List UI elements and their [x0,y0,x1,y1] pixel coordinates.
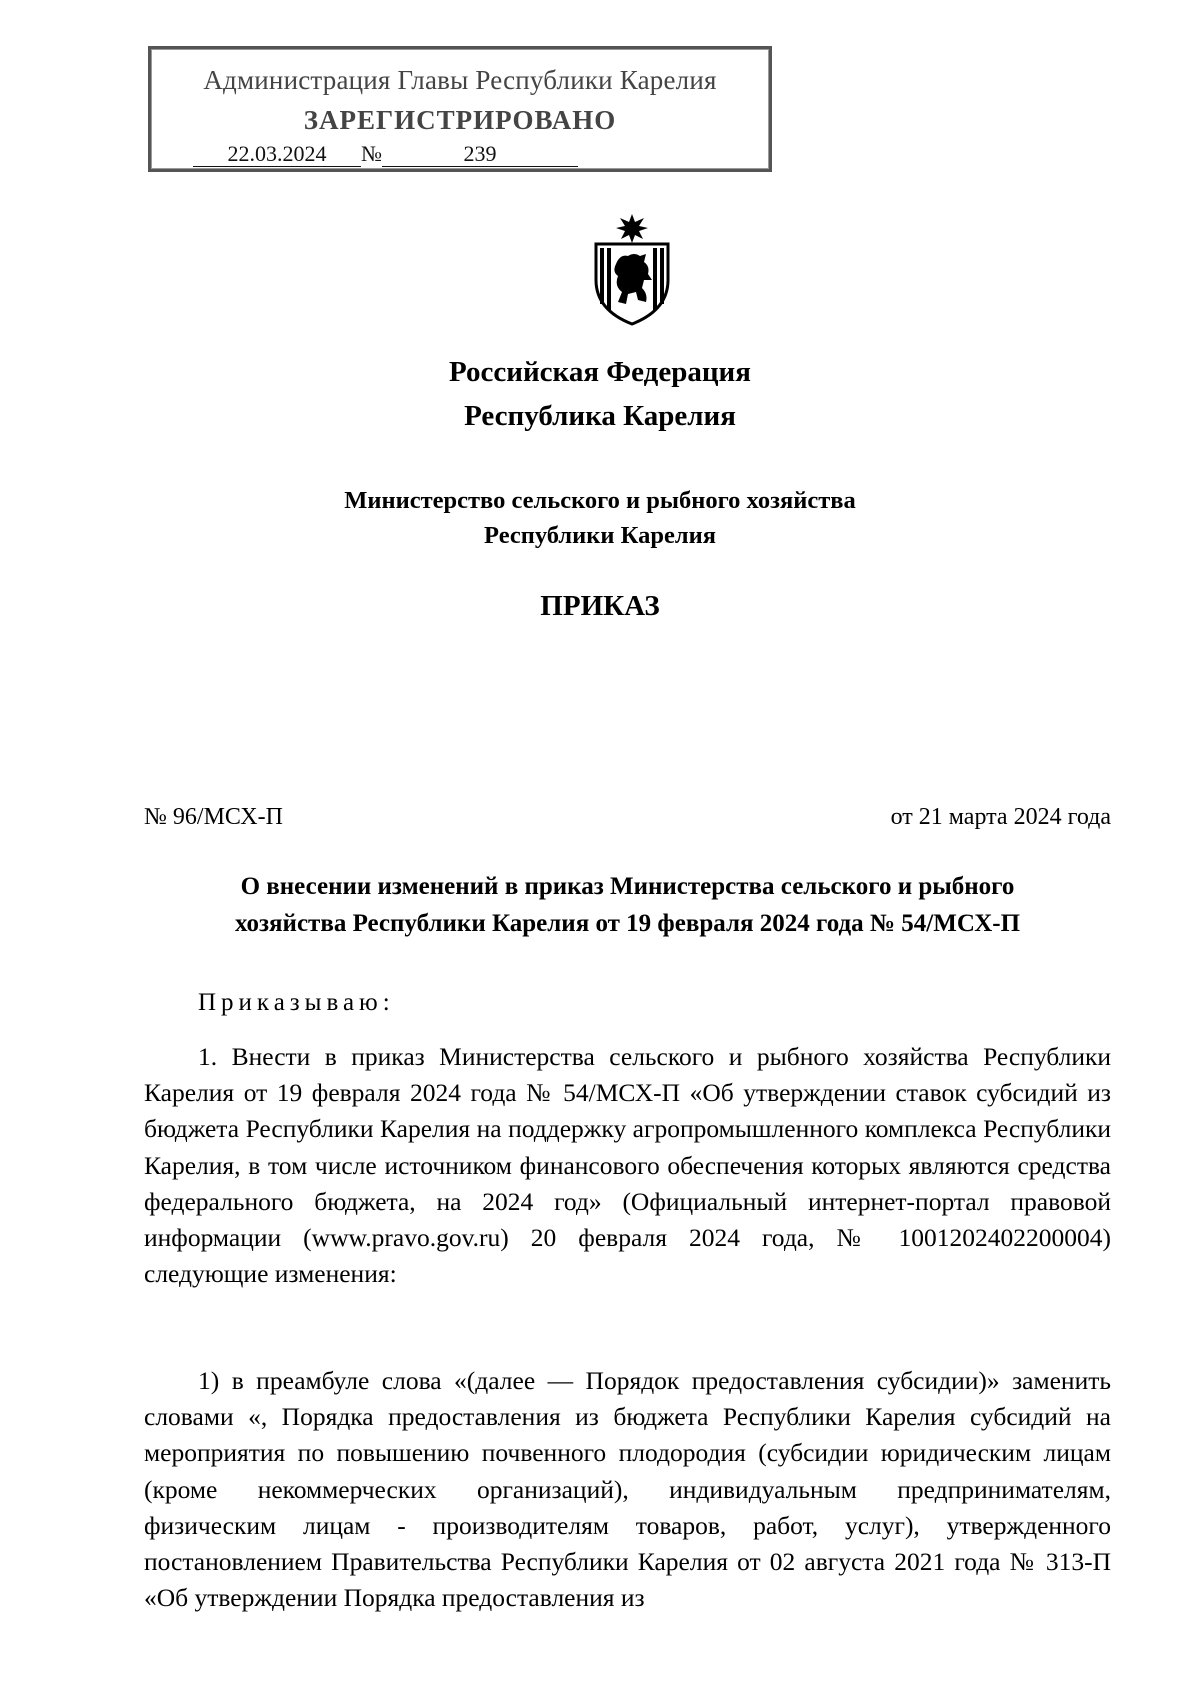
header-country: Российская Федерация [449,356,751,388]
stamp-number-sign: № [361,141,382,166]
header-republic: Республика Карелия [464,400,736,432]
document-number: № 96/МСХ-П [144,804,283,830]
stamp-registration-line [193,141,578,167]
header-ministry-line2: Республики Карелия [484,522,716,549]
header-ministry-line1: Министерство сельского и рыбного хозяйства [344,487,856,514]
registration-stamp [148,46,772,172]
document-type: ПРИКАЗ [540,590,660,622]
subject-line2: хозяйства Республики Карелия от 19 февраля 2024 года № 54/МСХ-П [234,910,1021,937]
paragraph-1: 1. Внести в приказ Министерства сельского и рыбного хозяйства Республики Карелия от 19 февраля 2024 года № 54/МСХ-П «Об утверждении ставок субсидий из бюджета Республики Карелия на поддержку агропромышленного комплекса Республики Карелия, в том числе источником финансового обеспечения которых являются средства федерального бюджета, на 2024 год» (Официальный интернет-портал правовой информации (www.pravo.gov.ru) 20 февраля 2024 года, № 1001202402200004) следующие изменения: [144,1042,1111,1289]
paragraph-2: 1) в преамбуле слова «(далее — Порядок предоставления субсидии)» заменить словами «, Порядка предоставления из бюджета Республики Карелия субсидий на мероприятия по повышению почвенного плодородия (субсидии юридическим лицам (кроме некоммерческих организаций), индивидуальным предпринимателям, физическим лицам - производителям товаров, работ, услуг), утвержденного постановлением Правительства Республики Карелия от 02 августа 2021 года № 313-П «Об утверждении Порядка предоставления из [144,1366,1111,1613]
karelia-coat-of-arms-icon [590,214,674,326]
stamp-organization: Администрация Главы Республики Карелия [203,65,717,95]
stamp-number: 239 [382,142,578,167]
subject-line1: О внесении изменений в приказ Министерства сельского и рыбного [240,873,1015,900]
stamp-date: 22.03.2024 [193,142,361,167]
document-date: от 21 марта 2024 года [890,804,1111,830]
stamp-status: ЗАРЕГИСТРИРОВАНО [303,105,617,135]
order-word: Приказываю: [198,989,395,1016]
